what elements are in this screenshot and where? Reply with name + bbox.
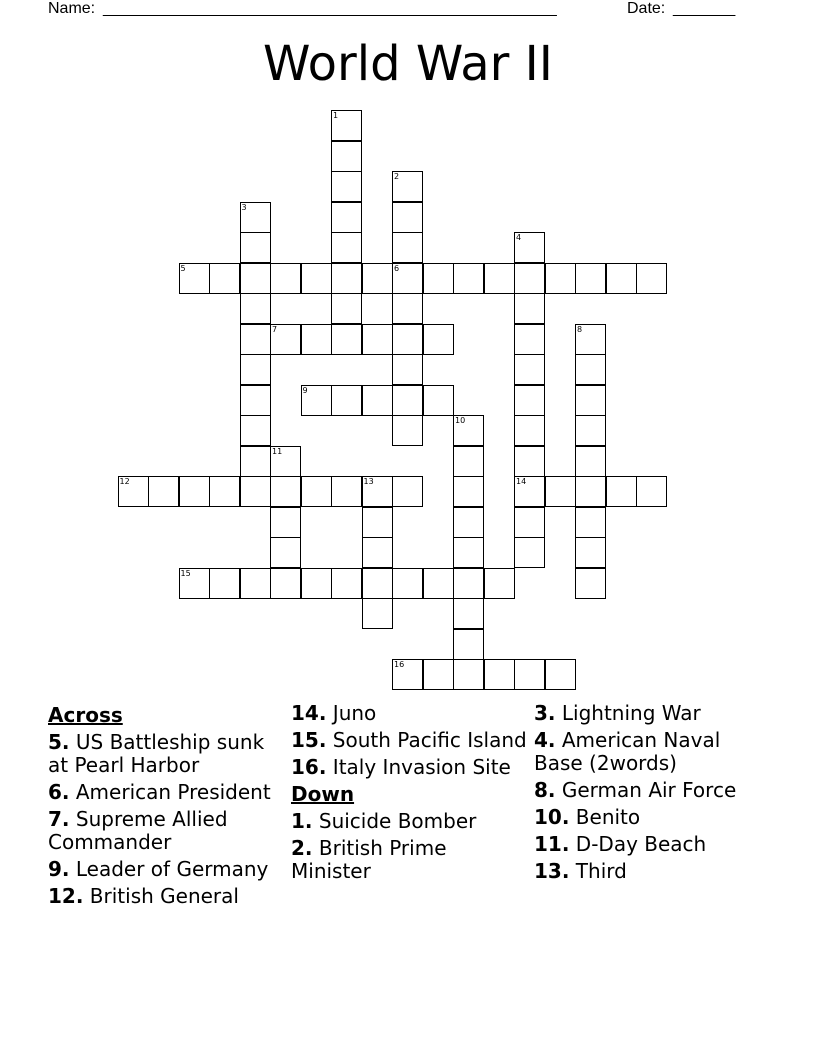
grid-cell[interactable] xyxy=(453,476,484,507)
grid-cell[interactable] xyxy=(240,232,271,263)
grid-cell[interactable] xyxy=(392,263,423,294)
clue-item-number: 2. xyxy=(291,836,313,860)
clue-item-number: 14. xyxy=(291,701,327,725)
grid-cell[interactable] xyxy=(301,324,332,355)
grid-cell[interactable] xyxy=(270,476,301,507)
down-heading: Down xyxy=(291,782,355,806)
grid-cell[interactable] xyxy=(240,476,271,507)
clue-number: 15 xyxy=(180,568,191,578)
grid-cell[interactable] xyxy=(453,598,484,629)
clue-item xyxy=(534,729,770,775)
grid-cell[interactable] xyxy=(514,446,545,477)
grid-cell[interactable] xyxy=(331,568,362,599)
grid-cell[interactable] xyxy=(240,446,271,477)
date-field-line: _______ xyxy=(673,0,736,17)
grid-cell[interactable] xyxy=(392,202,423,233)
grid-cell[interactable] xyxy=(423,324,454,355)
grid-cell[interactable] xyxy=(331,476,362,507)
grid-cell[interactable] xyxy=(362,537,393,568)
clue-item xyxy=(534,702,770,725)
clue-item xyxy=(291,702,527,725)
grid-cell[interactable] xyxy=(575,324,606,355)
grid-cell[interactable] xyxy=(575,476,606,507)
clue-item xyxy=(48,858,284,881)
clue-item-text: Leader of Germany xyxy=(69,857,269,881)
clue-item-number: 10. xyxy=(534,805,570,829)
clue-item-text: German Air Force xyxy=(555,778,737,802)
grid-cell[interactable] xyxy=(514,476,545,507)
clue-item-text: American President xyxy=(69,780,271,804)
grid-cell[interactable] xyxy=(514,324,545,355)
clue-item-number: 15. xyxy=(291,728,327,752)
grid-cell[interactable] xyxy=(514,293,545,324)
date-label: Date: xyxy=(627,0,666,17)
grid-cell[interactable] xyxy=(301,263,332,294)
grid-cell[interactable] xyxy=(240,354,271,385)
grid-cell[interactable] xyxy=(240,324,271,355)
grid-cell[interactable] xyxy=(453,568,484,599)
grid-cell[interactable] xyxy=(392,354,423,385)
grid-cell[interactable] xyxy=(484,263,515,294)
clue-item-number: 7. xyxy=(48,807,70,831)
grid-cell[interactable] xyxy=(606,476,637,507)
clue-number: 10 xyxy=(455,416,466,425)
clue-number: 3 xyxy=(241,202,247,212)
grid-cell[interactable] xyxy=(392,232,423,263)
clue-item xyxy=(291,810,527,833)
clue-item-text: D-Day Beach xyxy=(569,832,707,856)
grid-cell[interactable] xyxy=(453,263,484,294)
grid-cell[interactable] xyxy=(270,507,301,538)
grid-cell[interactable] xyxy=(423,263,454,294)
grid-cell[interactable] xyxy=(575,537,606,568)
clue-item xyxy=(291,729,527,752)
clue-item xyxy=(534,860,770,883)
grid-cell[interactable] xyxy=(362,263,393,294)
grid-cell[interactable] xyxy=(453,415,484,446)
clue-column-1 xyxy=(48,702,284,912)
clue-number: 5 xyxy=(180,263,186,273)
grid-cell[interactable] xyxy=(484,659,515,690)
clue-number: 2 xyxy=(394,172,400,181)
grid-cell[interactable] xyxy=(362,507,393,538)
clue-column-2 xyxy=(291,702,527,887)
grid-cell[interactable] xyxy=(331,110,362,141)
grid-cell[interactable] xyxy=(331,263,362,294)
clue-item-text: Lightning War xyxy=(555,701,701,725)
clue-item-text: British General xyxy=(83,884,239,908)
grid-cell[interactable] xyxy=(514,385,545,416)
grid-cell[interactable] xyxy=(453,507,484,538)
grid-cell[interactable] xyxy=(331,293,362,324)
grid-cell[interactable] xyxy=(118,476,149,507)
clue-item xyxy=(48,808,284,854)
clue-item-number: 12. xyxy=(48,884,84,908)
grid-cell[interactable] xyxy=(301,476,332,507)
clue-item-number: 9. xyxy=(48,857,70,881)
grid-cell[interactable] xyxy=(331,141,362,172)
grid-cell[interactable] xyxy=(575,415,606,446)
clue-number: 8 xyxy=(577,324,583,334)
clue-item-number: 3. xyxy=(534,701,556,725)
clue-number: 14 xyxy=(516,477,527,486)
clue-item-number: 6. xyxy=(48,780,70,804)
clue-number: 6 xyxy=(394,263,400,273)
grid-cell[interactable] xyxy=(179,568,210,599)
clue-item xyxy=(291,756,527,779)
grid-cell[interactable] xyxy=(453,537,484,568)
clue-item-number: 8. xyxy=(534,778,556,802)
clue-item-text: South Pacific Island xyxy=(326,728,527,752)
grid-cell[interactable] xyxy=(392,659,423,690)
clue-item-number: 4. xyxy=(534,728,556,752)
grid-cell[interactable] xyxy=(362,598,393,629)
grid-cell[interactable] xyxy=(423,568,454,599)
grid-cell[interactable] xyxy=(331,171,362,202)
clue-item-text: Third xyxy=(569,859,627,883)
grid-cell[interactable] xyxy=(240,263,271,294)
clue-item xyxy=(48,781,284,804)
grid-cell[interactable] xyxy=(423,385,454,416)
clue-number: 11 xyxy=(272,446,283,456)
grid-cell[interactable] xyxy=(453,659,484,690)
clue-item xyxy=(48,885,284,908)
grid-cell[interactable] xyxy=(575,354,606,385)
grid-cell[interactable] xyxy=(514,507,545,538)
grid-cell[interactable] xyxy=(179,263,210,294)
clue-number: 16 xyxy=(394,660,405,669)
clue-number: 7 xyxy=(272,324,278,334)
grid-cell[interactable] xyxy=(240,568,271,599)
grid-cell[interactable] xyxy=(270,568,301,599)
clue-item xyxy=(534,779,770,802)
grid-cell[interactable] xyxy=(545,263,576,294)
clue-item-number: 1. xyxy=(291,809,313,833)
clue-item xyxy=(534,833,770,856)
clue-item-text: Italy Invasion Site xyxy=(326,755,511,779)
grid-cell[interactable] xyxy=(392,324,423,355)
clue-item-text: American Naval Base (2words) xyxy=(534,728,721,775)
clue-item-text: Suicide Bomber xyxy=(312,809,477,833)
grid-cell[interactable] xyxy=(240,202,271,233)
grid-cell[interactable] xyxy=(636,263,667,294)
grid-cell[interactable] xyxy=(270,263,301,294)
grid-cell[interactable] xyxy=(148,476,179,507)
clue-item-text: British Prime Minister xyxy=(291,836,447,883)
clue-number: 1 xyxy=(333,111,339,120)
grid-cell[interactable] xyxy=(331,385,362,416)
clue-column-3 xyxy=(534,702,770,887)
grid-cell[interactable] xyxy=(270,537,301,568)
grid-cell[interactable] xyxy=(514,263,545,294)
grid-cell[interactable] xyxy=(362,476,393,507)
grid-cell[interactable] xyxy=(209,263,240,294)
grid-cell[interactable] xyxy=(545,476,576,507)
grid-cell[interactable] xyxy=(362,568,393,599)
grid-cell[interactable] xyxy=(392,476,423,507)
clue-item xyxy=(291,837,527,883)
grid-cell[interactable] xyxy=(514,659,545,690)
grid-cell[interactable] xyxy=(514,537,545,568)
clue-item-number: 16. xyxy=(291,755,327,779)
grid-cell[interactable] xyxy=(575,507,606,538)
name-field-line: ___________________________________________________ xyxy=(103,0,557,17)
clue-item xyxy=(534,806,770,829)
grid-cell[interactable] xyxy=(301,385,332,416)
grid-cell[interactable] xyxy=(331,202,362,233)
clue-item-text: Supreme Allied Commander xyxy=(48,807,228,854)
grid-cell[interactable] xyxy=(514,232,545,263)
grid-cell[interactable] xyxy=(453,446,484,477)
clue-item-text: Juno xyxy=(326,701,377,725)
grid-cell[interactable] xyxy=(514,354,545,385)
clue-item-text: US Battleship sunk at Pearl Harbor xyxy=(48,730,265,777)
grid-cell[interactable] xyxy=(392,415,423,446)
grid-cell[interactable] xyxy=(484,568,515,599)
grid-cell[interactable] xyxy=(575,263,606,294)
clue-item-text: Benito xyxy=(569,805,641,829)
grid-cell[interactable] xyxy=(575,385,606,416)
grid-cell[interactable] xyxy=(240,293,271,324)
grid-cell[interactable] xyxy=(331,324,362,355)
grid-cell[interactable] xyxy=(575,568,606,599)
clue-item-number: 11. xyxy=(534,832,570,856)
grid-cell[interactable] xyxy=(453,629,484,660)
grid-cell[interactable] xyxy=(545,659,576,690)
grid-cell[interactable] xyxy=(636,476,667,507)
clue-number: 4 xyxy=(516,233,522,242)
grid-cell[interactable] xyxy=(392,385,423,416)
clue-item-number: 5. xyxy=(48,730,70,754)
grid-cell[interactable] xyxy=(362,385,393,416)
grid-cell[interactable] xyxy=(301,568,332,599)
grid-cell[interactable] xyxy=(270,324,301,355)
clue-item xyxy=(48,731,284,777)
clue-item-number: 13. xyxy=(534,859,570,883)
grid-cell[interactable] xyxy=(240,385,271,416)
grid-cell[interactable] xyxy=(209,476,240,507)
puzzle-title: World War II xyxy=(263,36,553,92)
clue-number: 9 xyxy=(302,385,308,395)
clue-number: 13 xyxy=(363,477,374,486)
grid-cell[interactable] xyxy=(392,568,423,599)
grid-cell[interactable] xyxy=(240,415,271,446)
grid-cell[interactable] xyxy=(606,263,637,294)
name-label: Name: xyxy=(48,0,96,17)
grid-cell[interactable] xyxy=(270,446,301,477)
grid-cell[interactable] xyxy=(331,232,362,263)
grid-cell[interactable] xyxy=(392,171,423,202)
across-heading: Across xyxy=(48,703,123,727)
grid-cell[interactable] xyxy=(575,446,606,477)
grid-cell[interactable] xyxy=(514,415,545,446)
grid-cell[interactable] xyxy=(209,568,240,599)
grid-cell[interactable] xyxy=(362,324,393,355)
grid-cell[interactable] xyxy=(423,659,454,690)
grid-cell[interactable] xyxy=(392,293,423,324)
clue-number: 12 xyxy=(119,477,130,486)
grid-cell[interactable] xyxy=(179,476,210,507)
